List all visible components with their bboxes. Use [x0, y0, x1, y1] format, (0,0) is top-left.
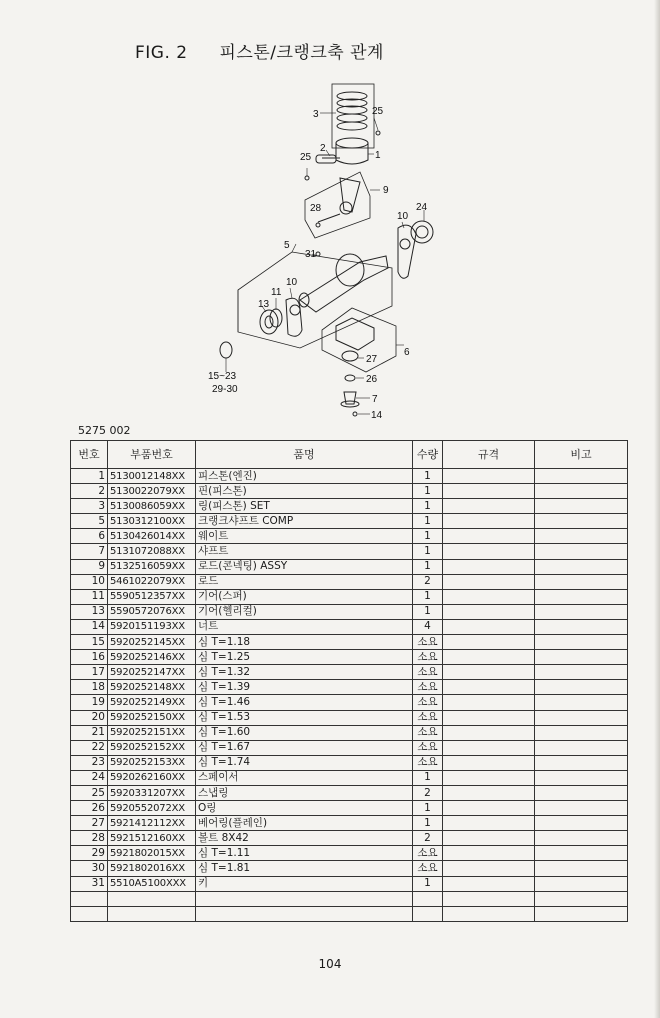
header-part-name: 품명 — [196, 441, 413, 469]
label-10b: 10 — [286, 277, 298, 288]
spec-cell — [443, 861, 535, 876]
label-6: 6 — [404, 347, 410, 358]
part-name-cell: 심 T=1.39 — [196, 680, 413, 695]
row-number-cell — [71, 891, 108, 906]
table-row — [71, 589, 628, 604]
part-name-cell: 심 T=1.46 — [196, 695, 413, 710]
spec-cell — [443, 514, 535, 529]
spec-cell — [443, 906, 535, 921]
remarks-cell — [535, 574, 628, 589]
part-name-cell — [196, 906, 413, 921]
piston-drawing — [305, 131, 380, 180]
row-number-cell: 9 — [71, 559, 108, 574]
remarks-cell — [535, 499, 628, 514]
quantity-cell: 소요 — [413, 635, 443, 650]
figure-title — [135, 38, 384, 63]
spec-cell — [443, 785, 535, 800]
header-spec: 규격 — [443, 441, 535, 469]
row-number-cell: 26 — [71, 801, 108, 816]
table-row — [71, 574, 628, 589]
row-number-cell: 28 — [71, 831, 108, 846]
quantity-cell: 2 — [413, 785, 443, 800]
quantity-cell: 1 — [413, 484, 443, 499]
header-part-number: 부품번호 — [108, 441, 196, 469]
table-row — [71, 604, 628, 619]
remarks-cell — [535, 619, 628, 634]
spec-cell — [443, 635, 535, 650]
part-name-cell: 로드 — [196, 574, 413, 589]
part-name-cell: 크랭크샤프트 COMP — [196, 514, 413, 529]
part-number-cell: 5921802016XX — [108, 861, 196, 876]
row-number-cell: 24 — [71, 770, 108, 785]
part-number-cell: 5590572076XX — [108, 604, 196, 619]
row-number-cell: 16 — [71, 650, 108, 665]
quantity-cell: 소요 — [413, 650, 443, 665]
label-25b: 25 — [300, 152, 312, 163]
parts-table — [70, 440, 628, 922]
part-name-cell: 기어(스퍼) — [196, 589, 413, 604]
part-name-cell: 키 — [196, 876, 413, 891]
table-row — [71, 650, 628, 665]
quantity-cell: 소요 — [413, 846, 443, 861]
part-number-cell: 5920151193XX — [108, 619, 196, 634]
table-row — [71, 710, 628, 725]
quantity-cell: 소요 — [413, 710, 443, 725]
quantity-cell: 2 — [413, 574, 443, 589]
table-row — [71, 891, 628, 906]
quantity-cell: 소요 — [413, 665, 443, 680]
quantity-cell: 2 — [413, 831, 443, 846]
part-number-cell: 5920552072XX — [108, 801, 196, 816]
label-10a: 10 — [397, 211, 409, 222]
spec-cell — [443, 740, 535, 755]
spec-cell — [443, 619, 535, 634]
part-number-cell: 5920262160XX — [108, 770, 196, 785]
exploded-parts-diagram — [195, 72, 455, 427]
label-3: 3 — [313, 109, 319, 120]
remarks-cell — [535, 831, 628, 846]
part-name-cell: 기어(헬리컬) — [196, 604, 413, 619]
page-edge — [654, 0, 660, 1018]
part-name-cell — [196, 891, 413, 906]
table-header-row — [71, 441, 628, 469]
table-row — [71, 514, 628, 529]
spec-cell — [443, 846, 535, 861]
remarks-cell — [535, 740, 628, 755]
table-row — [71, 740, 628, 755]
quantity-cell: 1 — [413, 876, 443, 891]
part-number-cell — [108, 906, 196, 921]
row-number-cell: 5 — [71, 514, 108, 529]
spec-cell — [443, 604, 535, 619]
remarks-cell — [535, 770, 628, 785]
table-row — [71, 665, 628, 680]
part-name-cell: 심 T=1.67 — [196, 740, 413, 755]
row-number-cell: 27 — [71, 816, 108, 831]
spec-cell — [443, 680, 535, 695]
quantity-cell: 소요 — [413, 740, 443, 755]
part-number-cell: 5130022079XX — [108, 484, 196, 499]
table-row — [71, 725, 628, 740]
spec-cell — [443, 665, 535, 680]
table-row — [71, 469, 628, 484]
part-name-cell: 로드(콘넥팅) ASSY — [196, 559, 413, 574]
table-row — [71, 755, 628, 770]
row-number-cell — [71, 906, 108, 921]
part-number-cell: 5130426014XX — [108, 529, 196, 544]
spec-cell — [443, 891, 535, 906]
remarks-cell — [535, 559, 628, 574]
row-number-cell: 1 — [71, 469, 108, 484]
spec-cell — [443, 574, 535, 589]
part-number-cell: 5920252149XX — [108, 695, 196, 710]
row-number-cell: 20 — [71, 710, 108, 725]
part-number-cell: 5920252151XX — [108, 725, 196, 740]
label-15-23: 15~23 — [208, 371, 237, 382]
spec-cell — [443, 650, 535, 665]
remarks-cell — [535, 785, 628, 800]
table-row — [71, 499, 628, 514]
spec-cell — [443, 589, 535, 604]
quantity-cell: 1 — [413, 559, 443, 574]
table-row — [71, 770, 628, 785]
remarks-cell — [535, 891, 628, 906]
part-number-cell: 5510A5100XXX — [108, 876, 196, 891]
remarks-cell — [535, 725, 628, 740]
spec-cell — [443, 559, 535, 574]
label-14: 14 — [371, 410, 383, 421]
remarks-cell — [535, 876, 628, 891]
part-name-cell: 심 T=1.32 — [196, 665, 413, 680]
part-number-cell: 5920252147XX — [108, 665, 196, 680]
part-number-cell: 5461022079XX — [108, 574, 196, 589]
quantity-cell: 1 — [413, 514, 443, 529]
spec-cell — [443, 876, 535, 891]
quantity-cell: 소요 — [413, 695, 443, 710]
spec-cell — [443, 710, 535, 725]
label-28: 28 — [310, 203, 322, 214]
part-number-cell: 5130312100XX — [108, 514, 196, 529]
header-quantity: 수량 — [413, 441, 443, 469]
part-name-cell: 심 T=1.25 — [196, 650, 413, 665]
label-9: 9 — [383, 185, 389, 196]
row-number-cell: 15 — [71, 635, 108, 650]
part-number-cell: 5920252148XX — [108, 680, 196, 695]
row-number-cell: 25 — [71, 785, 108, 800]
row-number-cell: 13 — [71, 604, 108, 619]
remarks-cell — [535, 544, 628, 559]
figure-label: FIG. 2 — [135, 43, 188, 63]
table-row — [71, 846, 628, 861]
row-number-cell: 18 — [71, 680, 108, 695]
row-number-cell: 3 — [71, 499, 108, 514]
part-name-cell: O링 — [196, 801, 413, 816]
document-number: 5275 002 — [78, 424, 131, 437]
spec-cell — [443, 770, 535, 785]
part-name-cell: 베어링(플레인) — [196, 816, 413, 831]
table-row — [71, 484, 628, 499]
label-29-30: 29-30 — [212, 384, 238, 395]
table-row — [71, 680, 628, 695]
table-row — [71, 861, 628, 876]
header-remarks: 비고 — [535, 441, 628, 469]
label-5: 5 — [284, 240, 290, 251]
label-11: 11 — [271, 287, 282, 298]
table-row — [71, 876, 628, 891]
row-number-cell: 21 — [71, 725, 108, 740]
remarks-cell — [535, 846, 628, 861]
quantity-cell: 1 — [413, 469, 443, 484]
part-number-cell: 5130086059XX — [108, 499, 196, 514]
part-name-cell: 심 T=1.18 — [196, 635, 413, 650]
remarks-cell — [535, 680, 628, 695]
part-number-cell: 5921802015XX — [108, 846, 196, 861]
row-number-cell: 19 — [71, 695, 108, 710]
quantity-cell: 소요 — [413, 680, 443, 695]
remarks-cell — [535, 635, 628, 650]
table-row — [71, 559, 628, 574]
part-name-cell: 심 T=1.11 — [196, 846, 413, 861]
part-number-cell: 5920252146XX — [108, 650, 196, 665]
quantity-cell — [413, 891, 443, 906]
part-number-cell: 5921512160XX — [108, 831, 196, 846]
table-row — [71, 529, 628, 544]
remarks-cell — [535, 604, 628, 619]
part-number-cell: 5132516059XX — [108, 559, 196, 574]
row-number-cell: 14 — [71, 619, 108, 634]
table-row — [71, 831, 628, 846]
page-number: 104 — [318, 957, 342, 971]
part-name-cell: 웨이트 — [196, 529, 413, 544]
remarks-cell — [535, 514, 628, 529]
spec-cell — [443, 544, 535, 559]
quantity-cell: 1 — [413, 801, 443, 816]
quantity-cell: 1 — [413, 544, 443, 559]
part-number-cell: 5920331207XX — [108, 785, 196, 800]
quantity-cell: 소요 — [413, 725, 443, 740]
quantity-cell: 4 — [413, 619, 443, 634]
part-number-cell: 5920252150XX — [108, 710, 196, 725]
part-number-cell: 5130012148XX — [108, 469, 196, 484]
label-31: 31 — [305, 249, 317, 260]
figure-caption: 피스톤/크랭크축 관계 — [219, 43, 384, 63]
quantity-cell: 1 — [413, 529, 443, 544]
row-number-cell: 22 — [71, 740, 108, 755]
label-24: 24 — [416, 202, 428, 213]
table-row — [71, 906, 628, 921]
quantity-cell: 1 — [413, 816, 443, 831]
table-row — [71, 619, 628, 634]
spec-cell — [443, 831, 535, 846]
quantity-cell — [413, 906, 443, 921]
label-27: 27 — [366, 354, 378, 365]
part-number-cell: 5920252145XX — [108, 635, 196, 650]
label-7: 7 — [372, 394, 378, 405]
part-number-cell — [108, 891, 196, 906]
remarks-cell — [535, 665, 628, 680]
table-row — [71, 801, 628, 816]
remarks-cell — [535, 710, 628, 725]
remarks-cell — [535, 861, 628, 876]
part-name-cell: 스냅링 — [196, 785, 413, 800]
spec-cell — [443, 695, 535, 710]
part-name-cell: 링(피스톤) SET — [196, 499, 413, 514]
label-25a: 25 — [372, 106, 384, 117]
remarks-cell — [535, 816, 628, 831]
part-name-cell: 샤프트 — [196, 544, 413, 559]
part-name-cell: 볼트 8X42 — [196, 831, 413, 846]
spec-cell — [443, 801, 535, 816]
row-number-cell: 23 — [71, 755, 108, 770]
table-row — [71, 816, 628, 831]
spec-cell — [443, 469, 535, 484]
row-number-cell: 17 — [71, 665, 108, 680]
diagram-labels — [208, 106, 428, 421]
row-number-cell: 7 — [71, 544, 108, 559]
spec-cell — [443, 484, 535, 499]
part-name-cell: 심 T=1.81 — [196, 861, 413, 876]
row-number-cell: 6 — [71, 529, 108, 544]
row-number-cell: 31 — [71, 876, 108, 891]
remarks-cell — [535, 529, 628, 544]
part-name-cell: 심 T=1.74 — [196, 755, 413, 770]
spec-cell — [443, 499, 535, 514]
quantity-cell: 1 — [413, 604, 443, 619]
remarks-cell — [535, 695, 628, 710]
remarks-cell — [535, 589, 628, 604]
label-13: 13 — [258, 299, 270, 310]
quantity-cell: 1 — [413, 499, 443, 514]
row-number-cell: 11 — [71, 589, 108, 604]
part-number-cell: 5920252152XX — [108, 740, 196, 755]
part-name-cell: 핀(피스톤) — [196, 484, 413, 499]
part-number-cell: 5131072088XX — [108, 544, 196, 559]
row-number-cell: 2 — [71, 484, 108, 499]
part-name-cell: 심 T=1.53 — [196, 710, 413, 725]
table-row — [71, 544, 628, 559]
remarks-cell — [535, 801, 628, 816]
remarks-cell — [535, 906, 628, 921]
part-name-cell: 피스톤(엔진) — [196, 469, 413, 484]
spec-cell — [443, 816, 535, 831]
part-name-cell: 심 T=1.60 — [196, 725, 413, 740]
label-26: 26 — [366, 374, 378, 385]
row-number-cell: 30 — [71, 861, 108, 876]
weight-drawing — [322, 308, 396, 416]
quantity-cell: 1 — [413, 770, 443, 785]
spec-cell — [443, 755, 535, 770]
part-name-cell: 스페이서 — [196, 770, 413, 785]
part-number-cell: 5590512357XX — [108, 589, 196, 604]
row-number-cell: 29 — [71, 846, 108, 861]
remarks-cell — [535, 484, 628, 499]
remarks-cell — [535, 469, 628, 484]
table-row — [71, 785, 628, 800]
label-2: 2 — [320, 143, 326, 154]
remarks-cell — [535, 650, 628, 665]
label-1: 1 — [375, 150, 381, 161]
table-row — [71, 695, 628, 710]
table-row — [71, 635, 628, 650]
header-no: 번호 — [71, 441, 108, 469]
quantity-cell: 소요 — [413, 861, 443, 876]
part-number-cell: 5921412112XX — [108, 816, 196, 831]
remarks-cell — [535, 755, 628, 770]
part-number-cell: 5920252153XX — [108, 755, 196, 770]
spec-cell — [443, 725, 535, 740]
row-number-cell: 10 — [71, 574, 108, 589]
quantity-cell: 소요 — [413, 755, 443, 770]
spacer-ring-drawing — [398, 221, 433, 278]
quantity-cell: 1 — [413, 589, 443, 604]
spec-cell — [443, 529, 535, 544]
part-name-cell: 너트 — [196, 619, 413, 634]
